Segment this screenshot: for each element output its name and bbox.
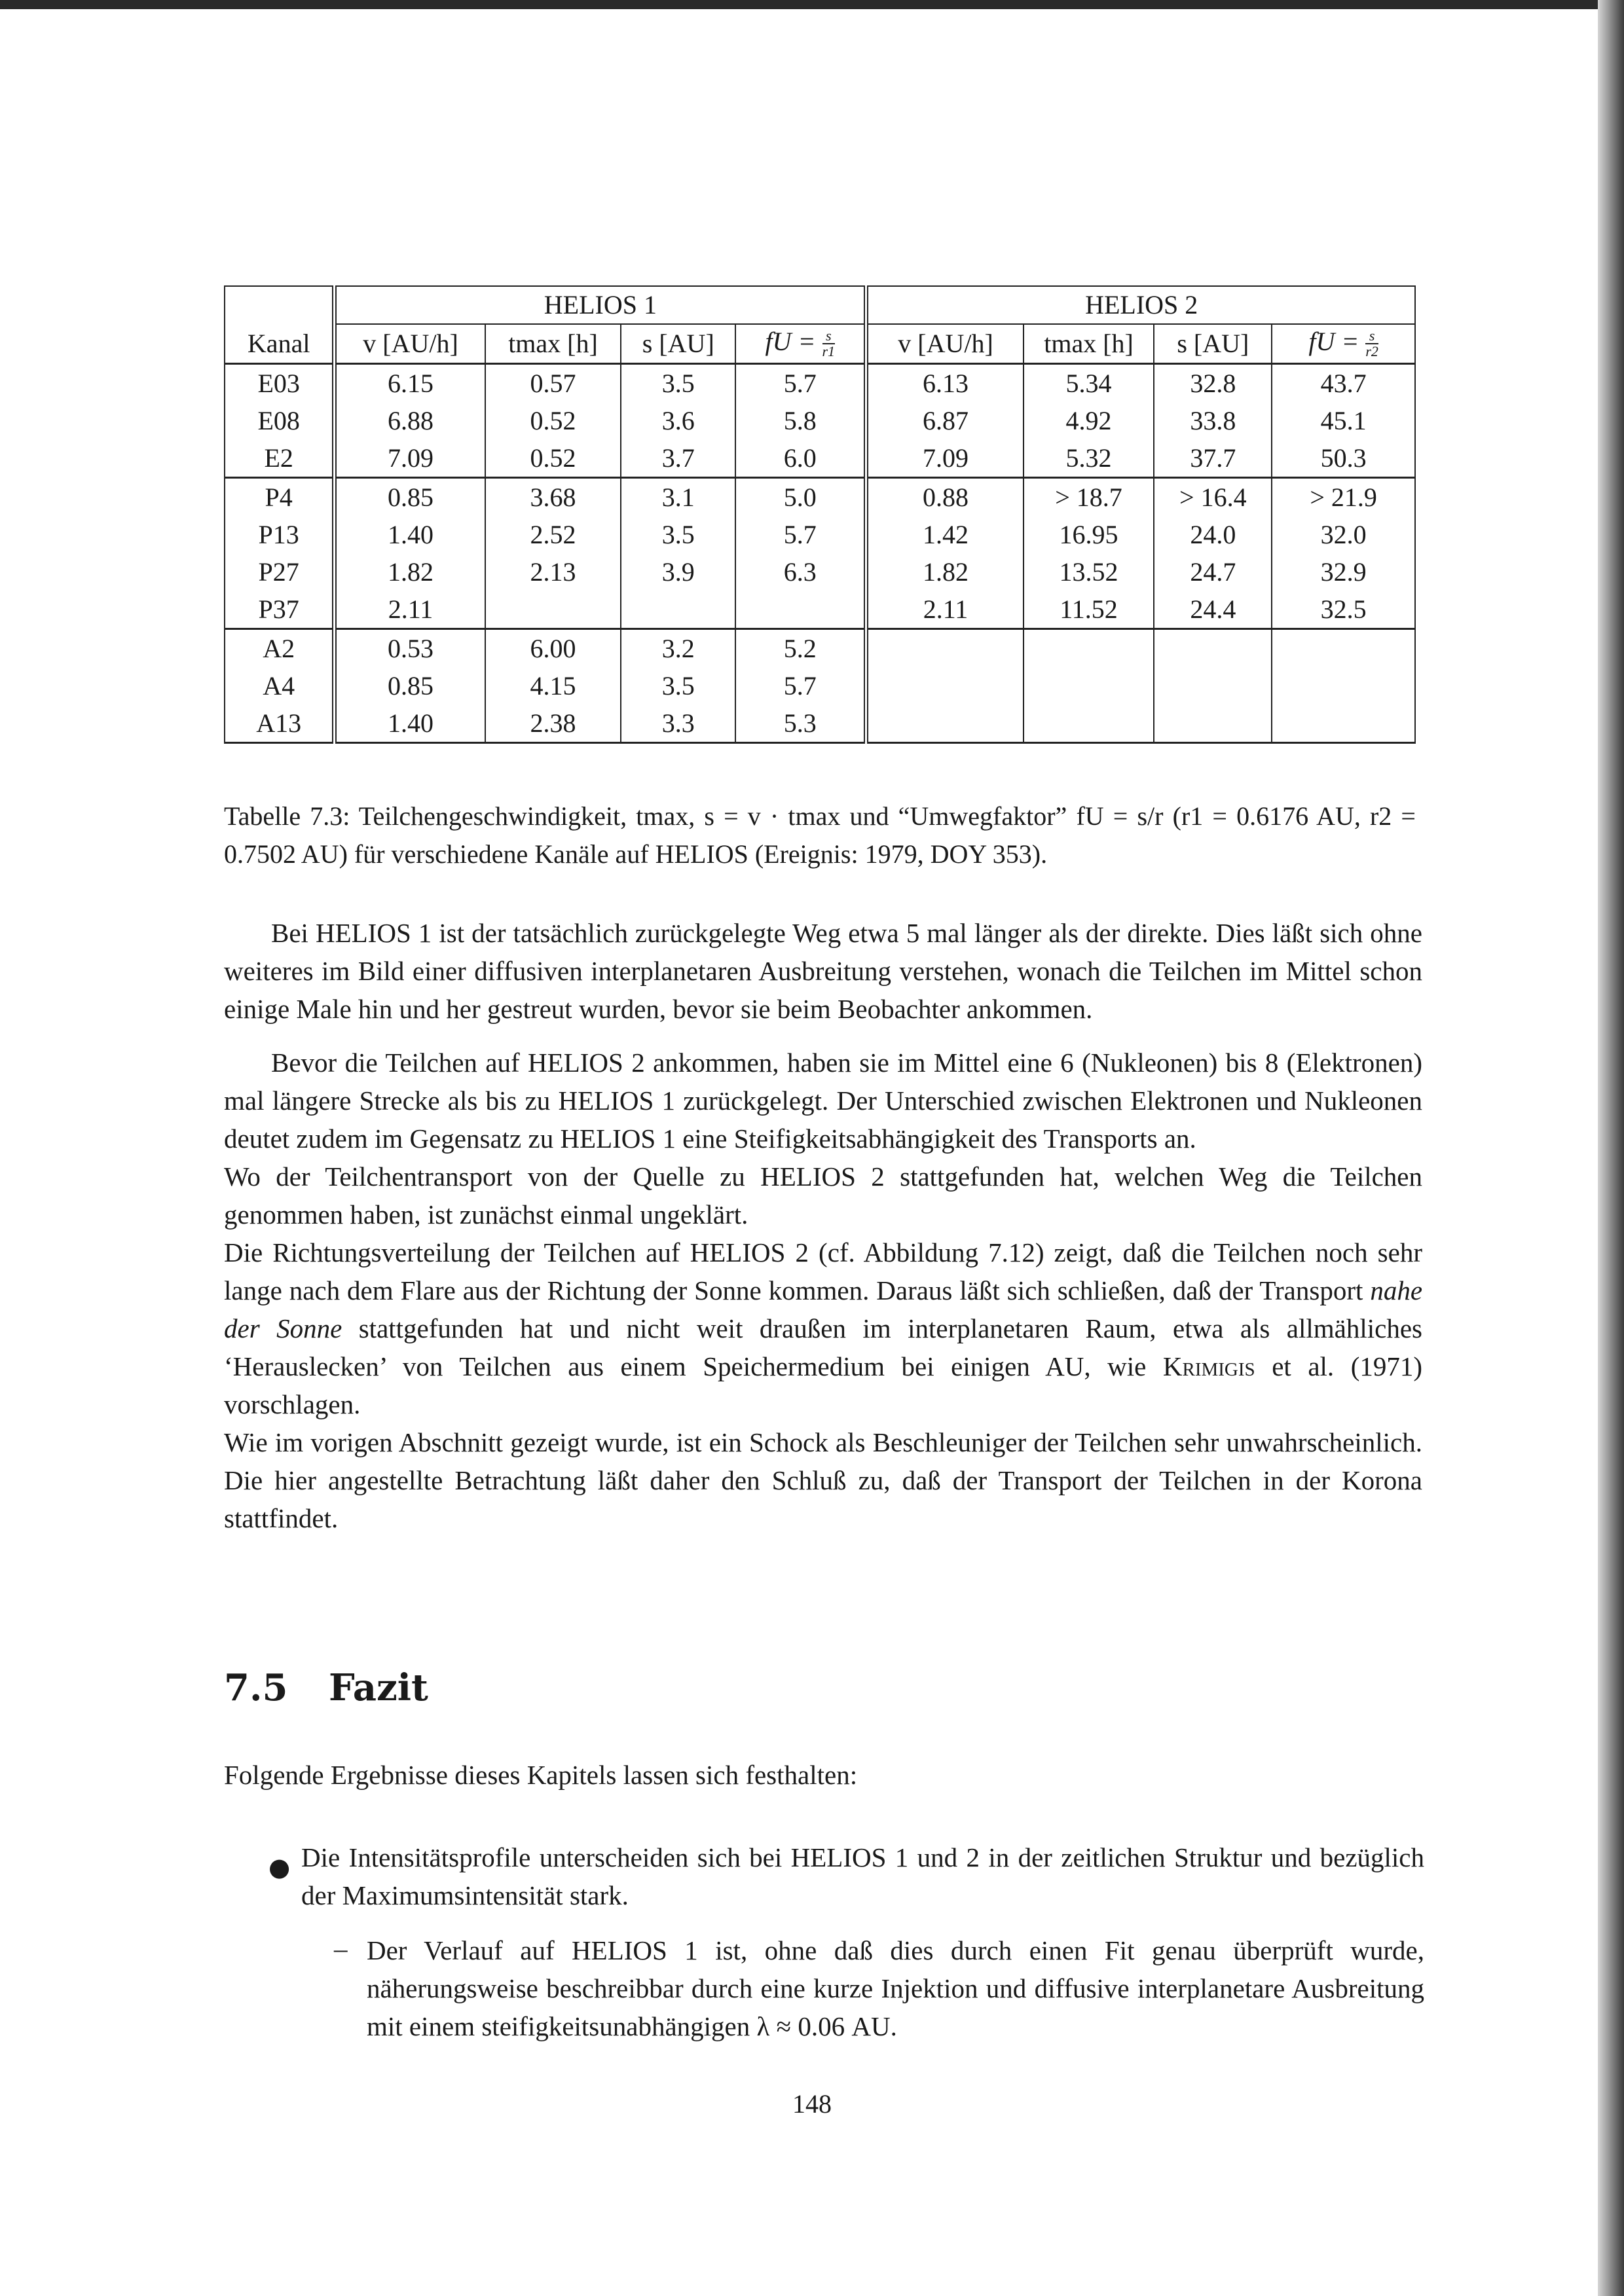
table-cell: 5.7 bbox=[735, 364, 866, 403]
table-cell: 0.85 bbox=[335, 667, 485, 704]
table-cell: 0.57 bbox=[485, 364, 621, 403]
table-row bbox=[225, 402, 1415, 439]
table-cell: 6.88 bbox=[335, 402, 485, 439]
paragraph-4-b: stattgefunden hat und nicht weit draußen im interplanetaren Raum, etwa als allmähliches ‘Herauslecken’ von Teilchen aus einem Speichermedium bei einigen AU, wie bbox=[224, 1313, 1422, 1381]
subbullet-dash: – bbox=[334, 1933, 348, 1963]
paragraph-4-emphasis: nahe der Sonne bbox=[224, 1275, 1423, 1343]
section-heading bbox=[224, 1666, 428, 1709]
table-cell bbox=[735, 591, 866, 629]
table-cell: 3.3 bbox=[621, 704, 735, 743]
table-cell: 1.42 bbox=[866, 516, 1024, 553]
h1-fu-header bbox=[735, 324, 866, 364]
scan-right-edge bbox=[1598, 0, 1624, 2296]
table-row bbox=[225, 591, 1415, 629]
table-cell: 24.7 bbox=[1154, 553, 1272, 591]
h2-fu-fraction bbox=[1365, 329, 1378, 359]
h1-s-header: s [AU] bbox=[621, 324, 735, 364]
h1-tmax-header: tmax [h] bbox=[485, 324, 621, 364]
section-title: Fazit bbox=[329, 1666, 428, 1709]
bullet-1: Die Intensitätsprofile unterscheiden sich bei HELIOS 1 und 2 in der zeitlichen Struktur und bezüglich der Maximumsintensität stark. bbox=[301, 1842, 1424, 1910]
table-cell bbox=[1024, 629, 1154, 668]
table-cell: 4.92 bbox=[1024, 402, 1154, 439]
table-cell: 3.2 bbox=[621, 629, 735, 668]
table-cell: 3.68 bbox=[485, 478, 621, 517]
section-number: 7.5 bbox=[224, 1666, 288, 1709]
table-cell: 0.53 bbox=[335, 629, 485, 668]
table-cell: 32.0 bbox=[1272, 516, 1415, 553]
table-cell: 33.8 bbox=[1154, 402, 1272, 439]
table-cell: 50.3 bbox=[1272, 439, 1415, 478]
table-body bbox=[225, 364, 1415, 743]
table-cell: 1.82 bbox=[335, 553, 485, 591]
table-cell: 32.8 bbox=[1154, 364, 1272, 403]
paragraph-2: Bevor die Teilchen auf HELIOS 2 ankommen, haben sie im Mittel eine 6 (Nukleonen) bis 8 (Elektronen) mal längere Strecke als bis zu HELIOS 1 zurückgelegt. Der Unterschied zwischen Elektronen und Nukleonen deutet zudem im Gegensatz zu HELIOS 1 eine Steifigkeitsabhängigkeit des Transports an. bbox=[224, 1048, 1422, 1154]
table-cell: 2.11 bbox=[335, 591, 485, 629]
kanal-cell: E2 bbox=[225, 439, 335, 478]
table-cell: 37.7 bbox=[1154, 439, 1272, 478]
h1-fu-fraction bbox=[822, 329, 836, 359]
table-cell: 7.09 bbox=[866, 439, 1024, 478]
table-cell: 24.0 bbox=[1154, 516, 1272, 553]
paragraph-4-c: et al. (1971) vorschlagen. bbox=[224, 1351, 1423, 1419]
table-cell bbox=[866, 629, 1024, 668]
bullet-dot: ● bbox=[268, 1853, 291, 1882]
table-cell: 2.13 bbox=[485, 553, 621, 591]
table-caption: Tabelle 7.3: Teilchengeschwindigkeit, tmax, s = v · tmax und “Umwegfaktor” fU = s/r (r1 = 0.6176 AU, r2 = 0.7502 AU) für verschiedene Kanäle auf HELIOS (Ereignis: 1979, DOY 353). bbox=[224, 801, 1416, 869]
table-cell bbox=[1024, 667, 1154, 704]
velocity-table bbox=[224, 285, 1416, 744]
table-cell bbox=[1024, 704, 1154, 743]
table-cell: 5.8 bbox=[735, 402, 866, 439]
table-row bbox=[225, 516, 1415, 553]
table-row bbox=[225, 364, 1415, 403]
paragraph-4-author: Krimigis bbox=[1162, 1351, 1255, 1381]
table-cell: 5.7 bbox=[735, 516, 866, 553]
table-cell: 3.9 bbox=[621, 553, 735, 591]
table-cell: > 18.7 bbox=[1024, 478, 1154, 517]
table-cell: 0.85 bbox=[335, 478, 485, 517]
paragraph-4-a: Die Richtungsverteilung der Teilchen auf HELIOS 2 (cf. Abbildung 7.12) zeigt, daß die Teilchen noch sehr lange nach dem Flare aus der Richtung der Sonne kommen. Daraus läßt sich schließen, daß der Transport bbox=[224, 1237, 1422, 1305]
table-cell: 1.40 bbox=[335, 704, 485, 743]
kanal-cell: A2 bbox=[225, 629, 335, 668]
paragraph-5: Wie im vorigen Abschnitt gezeigt wurde, ist ein Schock als Beschleuniger der Teilchen sehr unwahrscheinlich. Die hier angestellte Betrachtung läßt daher den Schluß zu, daß der Transport der Teilchen in der Korona stattfindet. bbox=[224, 1427, 1422, 1533]
kanal-cell: P4 bbox=[225, 478, 335, 517]
table-cell: > 21.9 bbox=[1272, 478, 1415, 517]
h2-s-header: s [AU] bbox=[1154, 324, 1272, 364]
subbullet-1: Der Verlauf auf HELIOS 1 ist, ohne daß dies durch einen Fit genau überprüft wurde, näherungsweise beschreibbar durch eine kurze Injektion und diffusive interplanetare Ausbreitung mit einem steifigkeitsunabhängigen λ ≈ 0.06 AU. bbox=[367, 1935, 1424, 2041]
h2-v-header: v [AU/h] bbox=[866, 324, 1024, 364]
table-cell bbox=[1272, 629, 1415, 668]
table-cell: 7.09 bbox=[335, 439, 485, 478]
table-cell: 0.52 bbox=[485, 439, 621, 478]
page-number: 148 bbox=[792, 2089, 832, 2119]
table-cell bbox=[1154, 667, 1272, 704]
h2-fu-den: r2 bbox=[1365, 343, 1378, 360]
paragraph-4 bbox=[224, 1233, 1422, 1423]
table-cell: 6.3 bbox=[735, 553, 866, 591]
table-cell: 0.52 bbox=[485, 402, 621, 439]
table-cell: 1.82 bbox=[866, 553, 1024, 591]
body-text-upper bbox=[224, 914, 1422, 1537]
paragraph-1: Bei HELIOS 1 ist der tatsächlich zurückgelegte Weg etwa 5 mal länger als der direkte. Dies läßt sich ohne weiteres im Bild einer diffusiven interplanetaren Ausbreitung verstehen, wonach die Teilchen im Mittel schon einige Male hin und her gestreut wurden, bevor sie beim Beobachter ankommen. bbox=[224, 918, 1422, 1024]
table-cell: 5.34 bbox=[1024, 364, 1154, 403]
table-cell: 32.9 bbox=[1272, 553, 1415, 591]
h1-fu-num: s bbox=[822, 329, 836, 344]
table-cell: 5.32 bbox=[1024, 439, 1154, 478]
intro-line: Folgende Ergebnisse dieses Kapitels lassen sich festhalten: bbox=[224, 1760, 858, 1790]
h2-tmax-header: tmax [h] bbox=[1024, 324, 1154, 364]
kanal-cell: E08 bbox=[225, 402, 335, 439]
table-cell: 3.5 bbox=[621, 516, 735, 553]
scan-top-edge bbox=[0, 0, 1624, 9]
kanal-cell: E03 bbox=[225, 364, 335, 403]
table-cell: 2.38 bbox=[485, 704, 621, 743]
table-cell: 1.40 bbox=[335, 516, 485, 553]
table-cell bbox=[1154, 629, 1272, 668]
table-row bbox=[225, 704, 1415, 743]
table-cell: 3.7 bbox=[621, 439, 735, 478]
table-row bbox=[225, 478, 1415, 517]
table-cell: 6.00 bbox=[485, 629, 621, 668]
table-cell bbox=[485, 591, 621, 629]
kanal-cell: P37 bbox=[225, 591, 335, 629]
h2-fu-header bbox=[1272, 324, 1415, 364]
table-cell: 5.0 bbox=[735, 478, 866, 517]
table-cell: 4.15 bbox=[485, 667, 621, 704]
table-row bbox=[225, 629, 1415, 668]
table-cell bbox=[1272, 667, 1415, 704]
table-cell: 24.4 bbox=[1154, 591, 1272, 629]
table-cell: 2.52 bbox=[485, 516, 621, 553]
table-cell: 6.87 bbox=[866, 402, 1024, 439]
table-cell: 13.52 bbox=[1024, 553, 1154, 591]
h1-fu-left: fU = bbox=[765, 326, 816, 356]
kanal-cell: P27 bbox=[225, 553, 335, 591]
kanal-cell: A13 bbox=[225, 704, 335, 743]
table-row bbox=[225, 553, 1415, 591]
table-cell: 5.7 bbox=[735, 667, 866, 704]
table-cell: 3.6 bbox=[621, 402, 735, 439]
table-cell: 2.11 bbox=[866, 591, 1024, 629]
table-cell bbox=[866, 667, 1024, 704]
h2-fu-num: s bbox=[1365, 329, 1378, 344]
table-cell: 32.5 bbox=[1272, 591, 1415, 629]
table-cell: 6.15 bbox=[335, 364, 485, 403]
table-cell: 11.52 bbox=[1024, 591, 1154, 629]
table-cell: 16.95 bbox=[1024, 516, 1154, 553]
h1-fu-den: r1 bbox=[822, 343, 836, 360]
h2-fu-left: fU = bbox=[1308, 326, 1359, 356]
table-cell bbox=[1154, 704, 1272, 743]
table-row bbox=[225, 667, 1415, 704]
table-cell: 43.7 bbox=[1272, 364, 1415, 403]
table-cell: 0.88 bbox=[866, 478, 1024, 517]
table-cell: 6.0 bbox=[735, 439, 866, 478]
table-cell: 3.5 bbox=[621, 667, 735, 704]
table-row bbox=[225, 439, 1415, 478]
kanal-cell: A4 bbox=[225, 667, 335, 704]
h1-v-header: v [AU/h] bbox=[335, 324, 485, 364]
table-cell: > 16.4 bbox=[1154, 478, 1272, 517]
table-cell: 6.13 bbox=[866, 364, 1024, 403]
table-cell bbox=[621, 591, 735, 629]
table-cell: 45.1 bbox=[1272, 402, 1415, 439]
kanal-header-spacer bbox=[225, 286, 335, 324]
kanal-cell: P13 bbox=[225, 516, 335, 553]
table-cell bbox=[1272, 704, 1415, 743]
helios1-header: HELIOS 1 bbox=[335, 286, 866, 324]
table-cell: 3.5 bbox=[621, 364, 735, 403]
table-cell: 5.3 bbox=[735, 704, 866, 743]
paragraph-3: Wo der Teilchentransport von der Quelle zu HELIOS 2 stattgefunden hat, welchen Weg die Teilchen genommen haben, ist zunächst einmal ungeklärt. bbox=[224, 1161, 1422, 1230]
table-cell bbox=[866, 704, 1024, 743]
kanal-header: Kanal bbox=[225, 324, 335, 364]
table-cell: 3.1 bbox=[621, 478, 735, 517]
helios2-header: HELIOS 2 bbox=[866, 286, 1415, 324]
table-cell: 5.2 bbox=[735, 629, 866, 668]
